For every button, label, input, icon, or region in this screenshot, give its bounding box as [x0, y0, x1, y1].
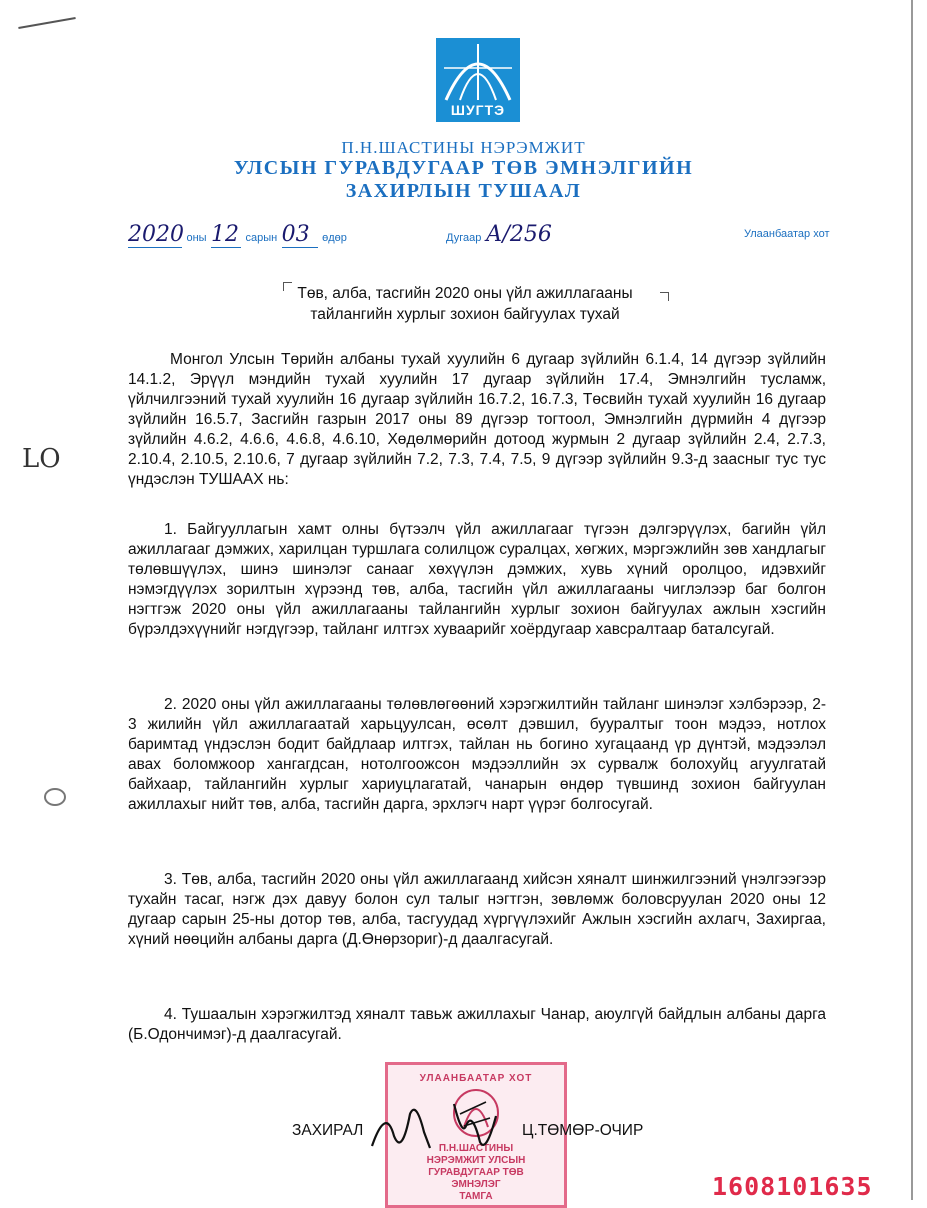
date-year-label: оны — [186, 232, 207, 244]
stamp-line-5: ТАМГА — [459, 1191, 493, 1202]
preamble-paragraph: Монгол Улсын Төрийн албаны тухай хуулийн 6 дугаар зүйлийн 6.1.4, 14 дүгээр зүйлийн 14.1.2, Эрүүл мэндийн тухай хуулийн 17 дугаар зүйлийн 17.4, Эмнэлгийн тусламж, үйлчилгээний тухай хуулийн 16 дугаар зүйлийн 16.7.2, 16.7.3, Төсвийн тухай хуулийн 16 дугаар зүйлийн 16.5.7, Засгийн газрын 2017 оны 89 дүгээр тогтоол, Эмнэлгийн дүрмийн 4 дүгээр зүйлийн 4.6.2, 4.6.6, 4.6.8, 4.6.10, Хөдөлмөрийн дотоод журмын 2 дугаар зүйлийн 2.4, 2.7.3, 2.10.4, 2.10.5, 2.10.6, 7 дугаар зүйлийн 7.2, 7.3, 7.4, 7.5, 9 дүгээр зүйлийн 9.3-д заасныг тус тус үндэслэн ТУШААХ нь: — [128, 351, 826, 488]
punch-hole-mark — [44, 788, 66, 806]
date-day: 03 — [282, 222, 318, 248]
date-month: 12 — [211, 222, 240, 247]
date-day-label: өдөр — [322, 232, 347, 244]
title-line-2: тайлангийн хурлыг зохион байгуулах тухай — [310, 306, 620, 323]
header-line-3: ЗАХИРЛЫН ТУШААЛ — [345, 180, 582, 202]
signatory-name: Ц.ТӨМӨР-ОЧИР — [522, 1122, 644, 1139]
order-number — [446, 222, 552, 247]
stamp-line-2: НЭРЭМЖИТ УЛСЫН — [426, 1155, 526, 1166]
date-month-label: сарын — [245, 232, 278, 244]
hospital-logo — [436, 38, 520, 122]
title-bracket-left — [283, 282, 292, 291]
order-number-value: А/256 — [485, 222, 552, 247]
order-item-4: 4. Тушаалын хэрэгжилтэд хяналт тавьж ажиллахыг Чанар, аюулгүй байдлын албаны дарга (Б.Одончимэг)-д даалгасугай. — [128, 1006, 826, 1043]
stamp-line-3: ГУРАВДУГААР ТӨВ — [428, 1167, 524, 1178]
logo-wordmark: ШУГТЭ — [450, 102, 506, 118]
handwritten-margin-mark: LO — [22, 444, 61, 474]
stamp-line-1: П.Н.ШАСТИНЫ — [438, 1143, 514, 1154]
document-title — [280, 283, 650, 325]
date-year: 2020 — [128, 222, 184, 247]
scan-mark-top — [18, 17, 75, 29]
order-item-1: 1. Байгууллагын хамт олны бүтээлч үйл ажиллагааг түгээн дэлгэрүүлэх, багийн үйл ажиллагааг дэмжих, харилцан туршлага солилцож суралцах, хөгжих, мэргэжлийн зөв хандлагыг төлөвшүүлэх, шинэ шинэлэг санааг хөхүүлэн дэмжих, хувь хүний оролцоо, идэвхийг нэмэгдүүлэх зорилтын хүрээнд төв, алба, тасгийн үйл ажиллагааны чиглэлээр баг болгон нэгтгэж 2020 оны үйл ажиллагааны тайлангийн хурлыг зохион байгуулах ажлын хэсгийн бүрэлдэхүүнийг нэгдүгээр, тайланг илтгэх хуваарийг хоёрдугаар хавсралтаар баталсугай. — [128, 521, 826, 638]
signatory-title: ЗАХИРАЛ — [292, 1122, 364, 1139]
order-item-3: 3. Төв, алба, тасгийн 2020 оны үйл ажиллагаанд хийсэн хяналт шинжилгээний үнэлгээгээр тухайн тасаг, нэгж дэх давуу болон сул талыг нэгтгэн, зөвлөмж боловсруулан 2020 оны 12 дугаар сарын 25-ны дотор төв, алба, тасгуудад хүргүүлэхийг Ажлын хэсгийн ахлагч, Захиргаа, хүний нөөцийн албаны дарга (Д.Өнөрзориг)-д даалгасугай. — [128, 871, 826, 948]
header-line-2: УЛСЫН ГУРАВДУГААР ТӨВ ЭМНЭЛГИЙН — [233, 157, 694, 179]
stamp-line-4: ЭМНЭЛЭГ — [451, 1179, 501, 1190]
header-line-1: П.Н.ШАСТИНЫ НЭРЭМЖИТ — [341, 138, 586, 157]
city-label: Улаанбаатар хот — [744, 228, 830, 240]
date-line — [128, 222, 347, 248]
order-item-2: 2. 2020 оны үйл ажиллагааны төлөвлөгөөний хэрэгжилтийн тайланг шинэлэг хэлбэрээр, 2-3 жилийн үйл ажиллагаатай харьцуулсан, өсөлт дэвшил, бууралтыг тоон мэдээ, нотлох баримтад үндэслэн бодит байдлаар илтгэх, тайлан нь богино хугацаанд үр дүнтэй, мэдээлэл авах боломжоор хангагдсан, нотолгоожсон мэдээллийн эх сурвалж болохуйц агуулгатай байхаар, тайлангийн хурлыг хариуцлагатай, чанарын өндөр түвшинд зохион байгуулан ажиллахыг нийт төв, алба, тасгийн дарга, эрхлэгч нарт үүрэг болгосугай. — [128, 696, 826, 813]
handwritten-signature — [368, 1096, 518, 1158]
order-number-label: Дугаар — [446, 232, 482, 244]
document-serial-number: 1608101635 — [712, 1172, 873, 1201]
stamp-city: УЛААНБААТАР ХОТ — [419, 1073, 533, 1084]
title-bracket-right — [660, 292, 669, 301]
title-line-1: Төв, алба, тасгийн 2020 оны үйл ажиллагааны — [297, 285, 633, 302]
